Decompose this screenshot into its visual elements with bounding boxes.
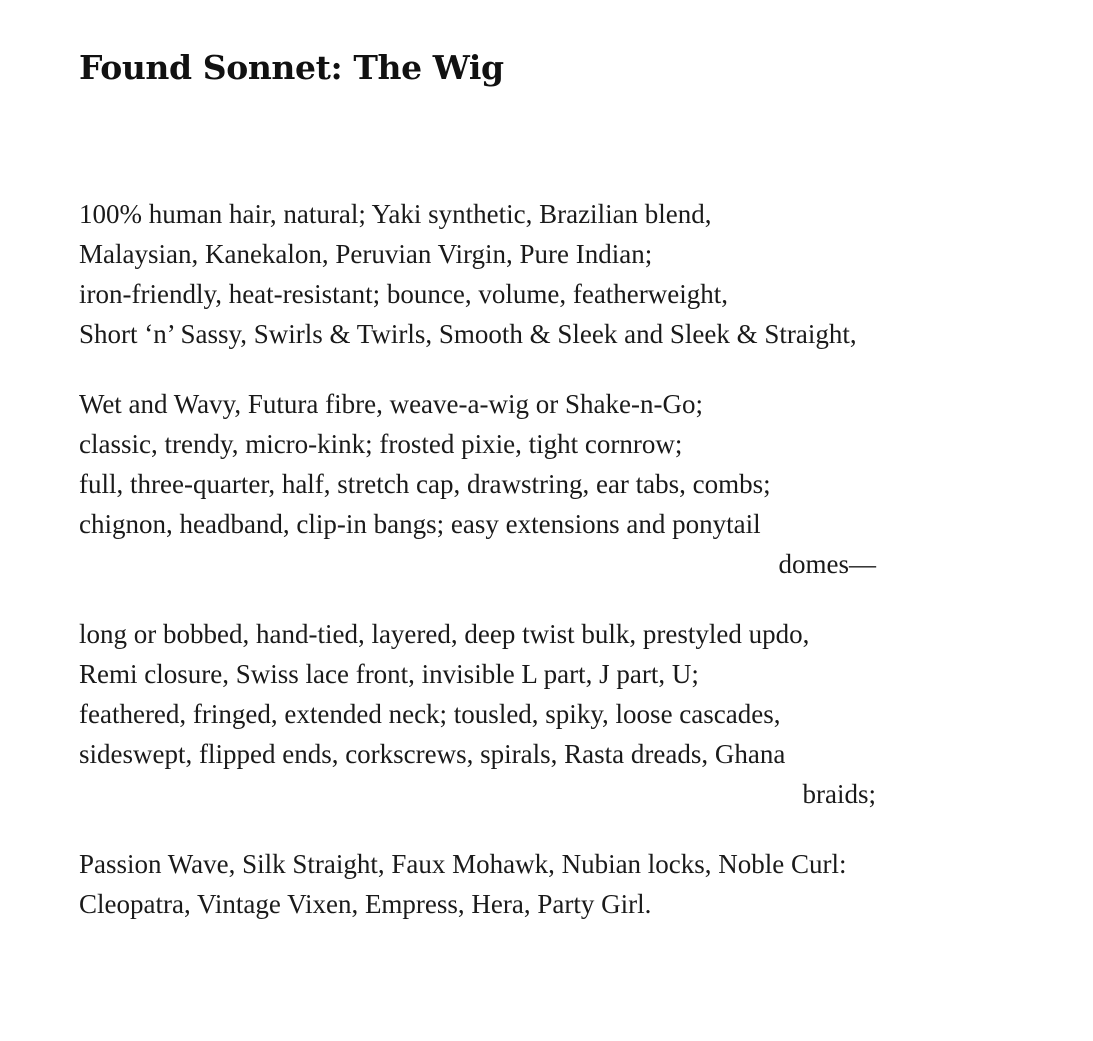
stanza-3 [79,614,959,814]
poem-line: chignon, headband, clip-in bangs; easy extensions and ponytail [79,509,761,539]
poem-line: iron-friendly, heat-resistant; bounce, volume, featherweight, [79,279,729,309]
poem-body [79,194,959,924]
poem-line: classic, trendy, micro-kink; frosted pixie, tight cornrow; [79,429,683,459]
poem-line: 100% human hair, natural; Yaki synthetic, Brazilian blend, [79,199,712,229]
poem-line: full, three-quarter, half, stretch cap, drawstring, ear tabs, combs; [79,469,771,499]
poem-line-runover: domes— [778,549,876,579]
stanza-2 [79,384,959,584]
stanza-4 [79,844,959,924]
stanza-1 [79,194,959,354]
poem-line: Passion Wave, Silk Straight, Faux Mohawk, Nubian locks, Noble Curl: [79,849,847,879]
poem-line: long or bobbed, hand-tied, layered, deep twist bulk, prestyled updo, [79,619,810,649]
poem-line: Wet and Wavy, Futura fibre, weave-a-wig or Shake-n-Go; [79,389,703,419]
poem-line: Short ‘n’ Sassy, Swirls & Twirls, Smooth & Sleek and Sleek & Straight, [79,319,857,349]
poem-line: Remi closure, Swiss lace front, invisible L part, J part, U; [79,659,699,689]
poem-title: Found Sonnet: The Wig [79,48,504,87]
poem-line: Cleopatra, Vintage Vixen, Empress, Hera, Party Girl. [79,889,652,919]
poem-line: Malaysian, Kanekalon, Peruvian Virgin, Pure Indian; [79,239,653,269]
poem-line-runover: braids; [802,779,876,809]
poem-line: feathered, fringed, extended neck; tousled, spiky, loose cascades, [79,699,781,729]
poem-line: sideswept, flipped ends, corkscrews, spirals, Rasta dreads, Ghana [79,739,786,769]
